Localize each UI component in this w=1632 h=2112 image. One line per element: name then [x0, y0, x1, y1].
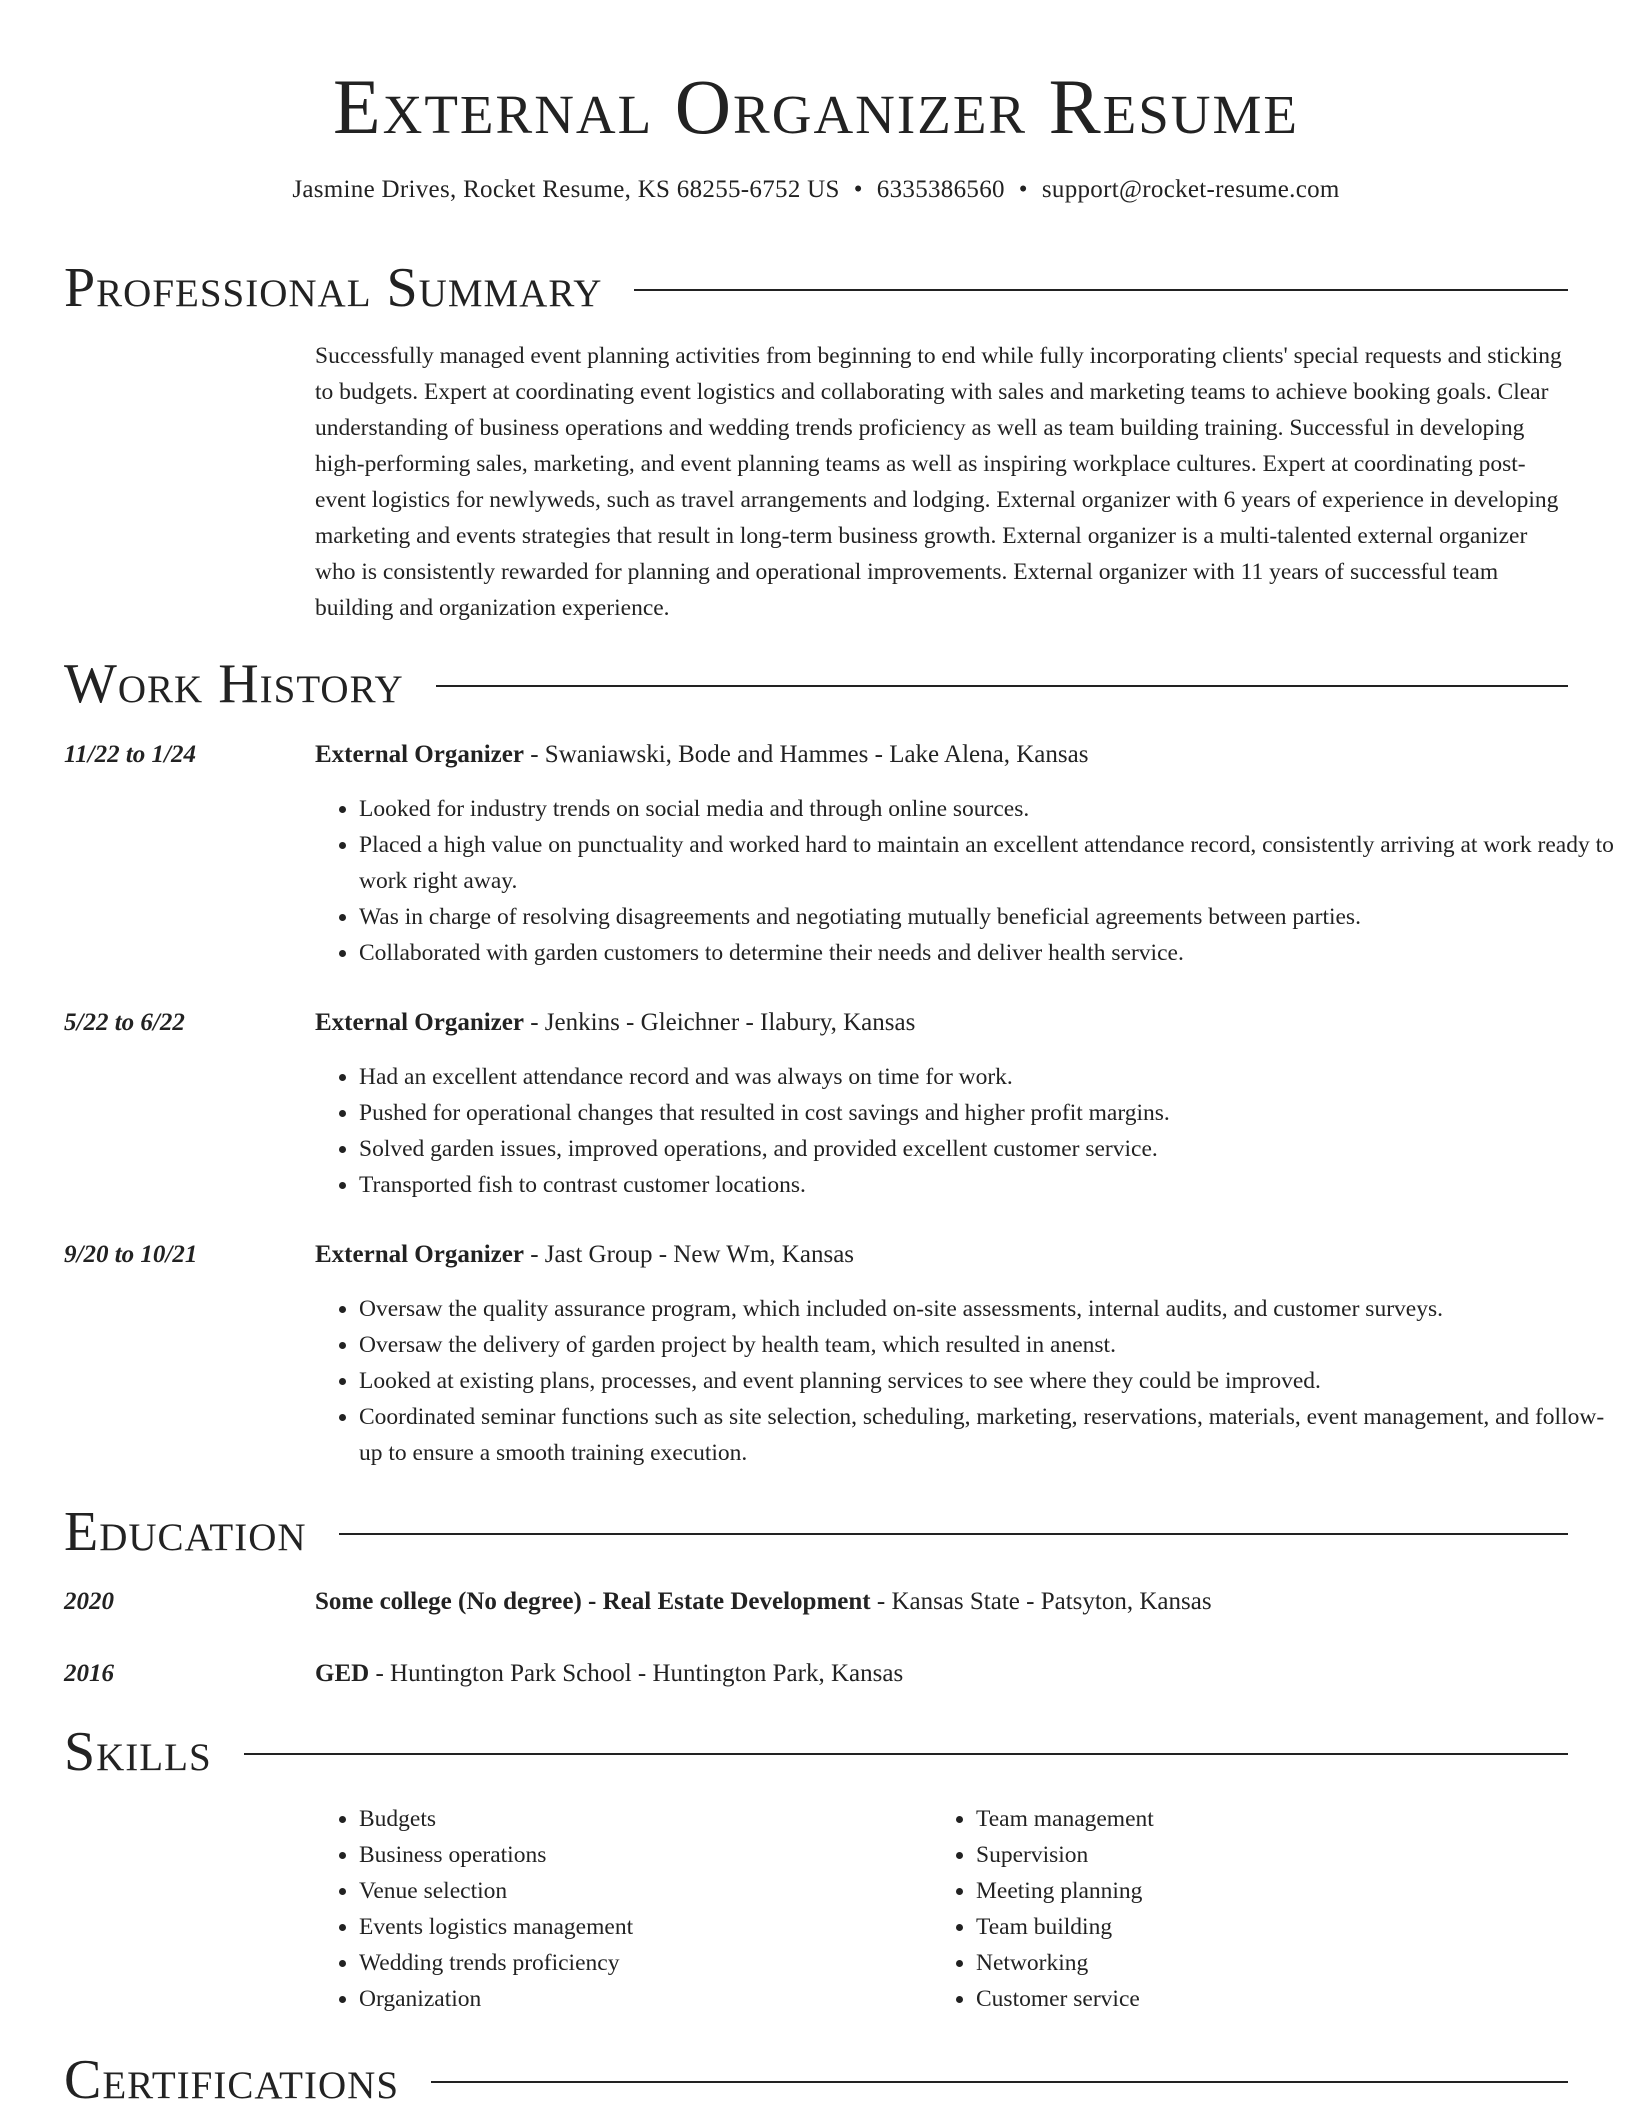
summary-text: Successfully managed event planning activities from beginning to end while fully incorporating clients' special requests and sticking to budgets. Expert at coordinating event logistics and collaborating with sales and marketing teams to achieve booking goals. Clear understanding of business operations and wedding trends proficiency as well as team building training. Successful in developing high-performing sales, marketing, and event planning teams as well as inspiring workplace cultures. Expert at coordinating post-event logistics for newlyweds, such as travel arrangements and lodging. External organizer with 6 years of experience in developing marketing and events strategies that result in long-term business growth. External organizer is a multi-talented external organizer who is consistently rewarded for planning and operational improvements. External organizer with 11 years of successful team building and organization experience.: [315, 343, 1562, 621]
contact-phone: 6335386560: [876, 176, 1005, 203]
certifications-section-header: [64, 2048, 1568, 2112]
list-item: • Looked at existing plans, processes, and event planning services to see where they could be improved.: [359, 1363, 1621, 1399]
list-item: • Solved garden issues, improved operations, and provided excellent customer service.: [359, 1131, 1621, 1167]
job-bullets: [315, 1059, 1621, 1203]
contact-address: Jasmine Drives, Rocket Resume, KS 68255-6752 US: [292, 176, 840, 203]
section-title-education: Education: [64, 1501, 307, 1563]
list-item: • Was in charge of resolving disagreements and negotiating mutually beneficial agreements between parties.: [359, 899, 1621, 935]
list-item: • Venue selection: [359, 1873, 919, 1909]
job-bullets: [315, 1291, 1621, 1471]
job-title: External Organizer: [315, 1009, 524, 1036]
list-item: • Wedding trends proficiency: [359, 1945, 919, 1981]
contact-email: support@rocket-resume.com: [1041, 176, 1340, 203]
section-title-skills: Skills: [64, 1721, 212, 1783]
education-year: 2020: [64, 1588, 114, 1615]
list-item: • Team management: [976, 1801, 1536, 1837]
education-section-header: [64, 1500, 1568, 1564]
section-divider: [339, 1533, 1568, 1535]
job-heading: [315, 739, 1088, 771]
work-section-header: [64, 652, 1568, 716]
job-heading: [315, 1239, 854, 1271]
list-item: • Events logistics management: [359, 1909, 919, 1945]
job-employer: - Jast Group - New Wm, Kansas: [523, 1241, 855, 1268]
education-entry: [315, 1658, 903, 1690]
list-item: • Business operations: [359, 1837, 919, 1873]
list-item: • Looked for industry trends on social media and through online sources.: [359, 791, 1621, 827]
job-title: External Organizer: [315, 741, 524, 768]
list-item: • Organization: [359, 1981, 919, 2017]
skills-section-header: [64, 1720, 1568, 1784]
job-title: External Organizer: [315, 1241, 524, 1268]
job-dates: 9/20 to 10/21: [64, 1241, 198, 1268]
section-divider: [436, 685, 1568, 687]
job-dates: 5/22 to 6/22: [64, 1009, 185, 1036]
list-item: • Coordinated seminar functions such as site selection, scheduling, marketing, reservations, materials, event management, and follow-up to ensure a smooth training execution.: [359, 1399, 1621, 1471]
list-item: • Networking: [976, 1945, 1536, 1981]
skills-list-left: [315, 1801, 919, 2017]
summary-section-header: [64, 256, 1568, 320]
list-item: • Budgets: [359, 1801, 919, 1837]
list-item: • Placed a high value on punctuality and worked hard to maintain an excellent attendance record, consistently arriving at work ready to work right away.: [359, 827, 1621, 899]
list-item: • Team building: [976, 1909, 1536, 1945]
section-title-certifications: Certifications: [64, 2049, 400, 2111]
list-item: • Had an excellent attendance record and was always on time for work.: [359, 1059, 1621, 1095]
job-employer: - Jenkins - Gleichner - Ilabury, Kansas: [523, 1009, 916, 1036]
section-divider: [244, 1753, 1568, 1755]
separator-dot: •: [853, 176, 863, 203]
section-divider: [431, 2081, 1568, 2083]
section-divider: [634, 289, 1568, 291]
education-entry: [315, 1586, 1212, 1618]
skills-list-right: [932, 1801, 1536, 2017]
education-school: - Kansas State - Patsyton, Kansas: [870, 1588, 1212, 1615]
education-school: - Huntington Park School - Huntington Park, Kansas: [369, 1660, 904, 1687]
job-employer: - Swaniawski, Bode and Hammes - Lake Alena, Kansas: [523, 741, 1089, 768]
list-item: • Oversaw the quality assurance program, which included on-site assessments, internal audits, and customer surveys.: [359, 1291, 1621, 1327]
job-dates: 11/22 to 1/24: [64, 741, 196, 768]
education-degree: Some college (No degree) - Real Estate Development: [315, 1588, 871, 1615]
list-item: • Supervision: [976, 1837, 1536, 1873]
section-title-summary: Professional Summary: [64, 257, 603, 319]
list-item: • Pushed for operational changes that resulted in cost savings and higher profit margins.: [359, 1095, 1621, 1131]
education-year: 2016: [64, 1660, 114, 1687]
list-item: • Oversaw the delivery of garden project by health team, which resulted in anenst.: [359, 1327, 1621, 1363]
resume-title: External Organizer Resume: [332, 63, 1300, 150]
job-heading: [315, 1007, 915, 1039]
list-item: • Customer service: [976, 1981, 1536, 2017]
list-item: • Collaborated with garden customers to determine their needs and deliver health service.: [359, 935, 1621, 971]
section-title-work: Work History: [64, 653, 404, 715]
contact-line: [0, 174, 1632, 206]
separator-dot: •: [1018, 176, 1028, 203]
education-degree: GED: [315, 1660, 370, 1687]
list-item: • Transported fish to contrast customer locations.: [359, 1167, 1621, 1203]
job-bullets: [315, 791, 1621, 971]
list-item: • Meeting planning: [976, 1873, 1536, 1909]
